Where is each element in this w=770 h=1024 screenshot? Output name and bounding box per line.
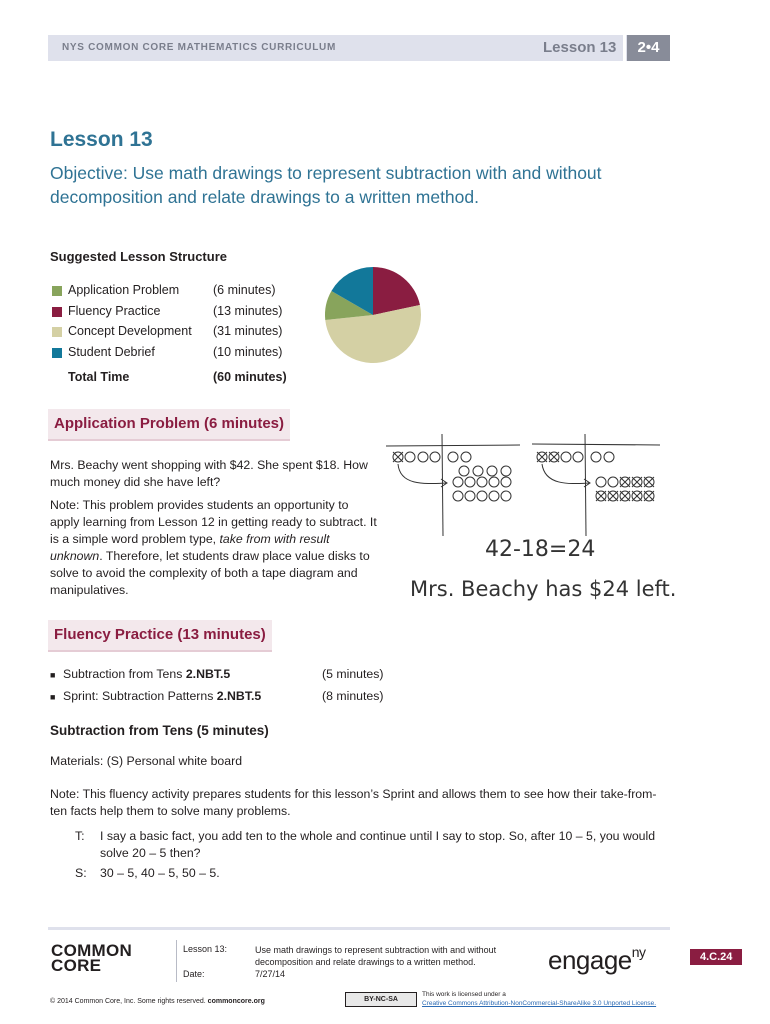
fluency-list <box>50 667 450 711</box>
bullet-icon: ■ <box>50 670 56 680</box>
total-time-value: (60 minutes) <box>213 370 287 384</box>
legend-minutes: (10 minutes) <box>213 345 283 359</box>
legend-label: Student Debrief <box>68 345 155 359</box>
footer-lesson-description: Use math drawings to represent subtraction with and without decomposition and relate drawings to a written method. <box>255 945 497 967</box>
lesson-structure-pie-chart <box>323 263 423 367</box>
legend-swatch <box>52 286 62 296</box>
license-text: This work is licensed under a <box>422 991 506 998</box>
total-time-label: Total Time <box>68 370 130 384</box>
bullet-icon: ■ <box>50 692 56 702</box>
creative-commons-badge: BY-NC-SA <box>345 992 417 1007</box>
activity-minutes: (5 minutes) <box>322 667 384 681</box>
license-link[interactable]: Creative Commons Attribution-NonCommercial-ShareAlike 3.0 Unported License. <box>422 1000 657 1007</box>
curriculum-title: NYS COMMON CORE MATHEMATICS CURRICULUM <box>62 42 336 53</box>
legend-minutes: (13 minutes) <box>213 304 283 318</box>
fluency-note: Note: This fluency activity prepares students for this lesson’s Sprint and allows them to see how their take-from-ten facts help them to solve many problems. <box>50 787 657 818</box>
header-lesson: Lesson 13 <box>543 39 617 56</box>
header-module-badge: 2•4 <box>627 35 670 61</box>
materials-text: Materials: (S) Personal white board <box>50 754 243 768</box>
footer-lesson-label: Lesson 13: <box>183 944 228 954</box>
application-note: Note: This problem provides students an opportunity to apply learning from Lesson 12 in getting ready to subtract. It is a simple word problem type, take from with result unknown. Therefore, let students draw place value disks to solve to avoid the complexity of both a tape diagram and manipulatives. <box>50 498 377 597</box>
handwritten-equation: 42-18=24 <box>485 537 596 562</box>
engageny-logo: engage$^{ny}$ <box>548 944 646 975</box>
footer-divider <box>48 927 670 930</box>
fluency-practice-heading: Fluency Practice (13 minutes) <box>48 620 272 652</box>
legend-minutes: (6 minutes) <box>213 283 276 297</box>
application-problem-text: Mrs. Beachy went shopping with $42. She spent $18. How much money did she have left? <box>50 458 368 489</box>
legend-label: Fluency Practice <box>68 304 161 318</box>
legend-swatch <box>52 327 62 337</box>
footer-date: 7/27/14 <box>255 969 286 979</box>
header-separator <box>623 35 626 61</box>
handwritten-answer: Mrs. Beachy has $24 left. <box>410 577 677 601</box>
footer-vertical-divider <box>176 940 177 982</box>
subtraction-from-tens-title: Subtraction from Tens (5 minutes) <box>50 723 269 738</box>
application-problem-heading: Application Problem (6 minutes) <box>48 409 290 441</box>
student-line: 30 – 5, 40 – 5, 50 – 5. <box>100 866 220 880</box>
teacher-line: I say a basic fact, you add ten to the whole and continue until I say to stop. So, after 10 – 5, you would solve 20 – 5 then? <box>100 829 656 860</box>
lesson-objective: Objective: Use math drawings to represent subtraction with and without decomposition and relate drawings to a written method. <box>50 163 602 207</box>
footer-date-label: Date: <box>183 969 205 979</box>
teacher-label: T: <box>75 829 85 843</box>
activity-minutes: (8 minutes) <box>322 689 384 703</box>
legend-label: Application Problem <box>68 283 180 297</box>
legend-swatch <box>52 348 62 358</box>
place-value-disk-drawing <box>380 434 700 614</box>
list-item: ■ Sprint: Subtraction Patterns 2.NBT.5 (8 minutes) <box>50 689 450 711</box>
page-number-badge: 4.C.24 <box>690 949 742 965</box>
common-core-logo: COMMON CORE <box>51 941 133 975</box>
legend-swatch <box>52 307 62 317</box>
legend-minutes: (31 minutes) <box>213 324 283 338</box>
standard-code: 2.NBT.5 <box>216 689 262 703</box>
standard-code: 2.NBT.5 <box>185 667 231 681</box>
structure-title: Suggested Lesson Structure <box>50 249 227 264</box>
student-label: S: <box>75 866 87 880</box>
lesson-title: Lesson 13 <box>50 128 153 151</box>
copyright-text: © 2014 Common Core, Inc. Some rights reserved. commoncore.org <box>50 998 265 1005</box>
legend-label: Concept Development <box>68 324 192 338</box>
list-item: ■ Subtraction from Tens 2.NBT.5 (5 minutes) <box>50 667 450 689</box>
